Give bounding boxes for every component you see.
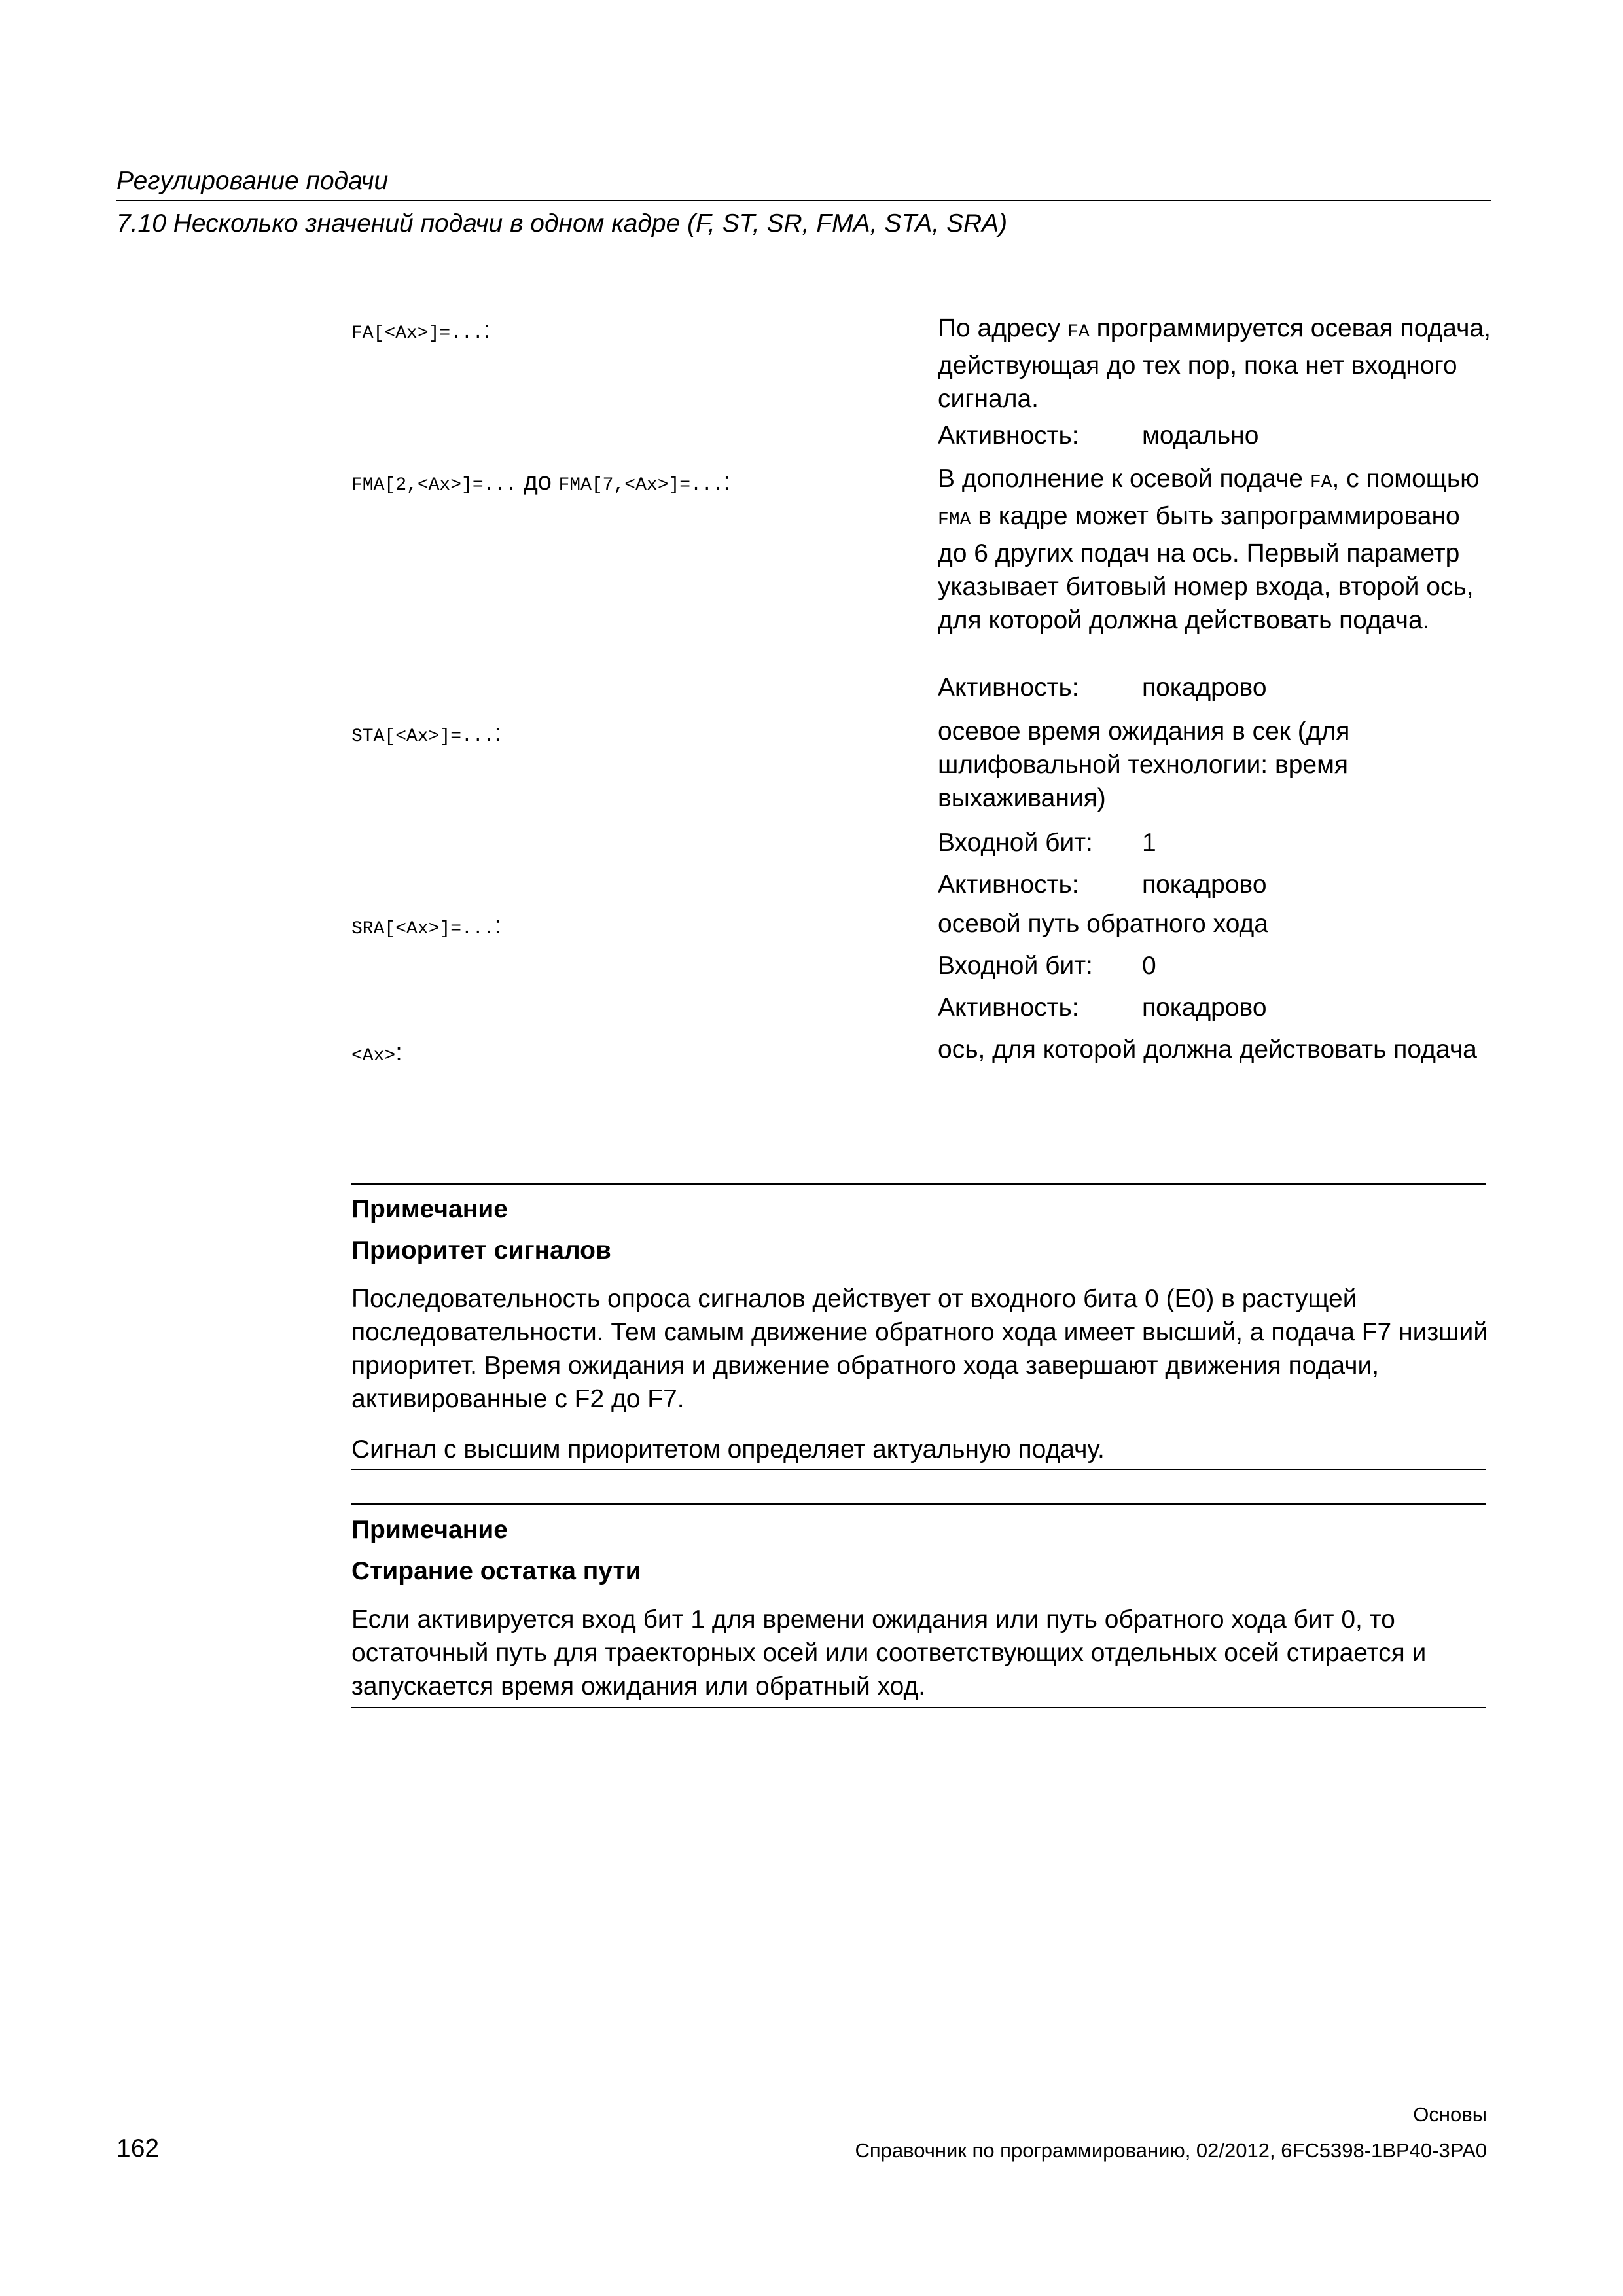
definition-desc-fma bbox=[938, 462, 1494, 637]
term-separator: : bbox=[483, 316, 491, 344]
definition-attr-row bbox=[938, 949, 1156, 982]
header-divider bbox=[116, 200, 1491, 201]
attr-value: 0 bbox=[1142, 952, 1156, 980]
term-code: FMA[2,<Ax>]=... bbox=[351, 475, 517, 495]
note-bottom-rule bbox=[351, 1707, 1486, 1708]
attr-key: Входной бит: bbox=[938, 952, 1093, 980]
desc-code: FA bbox=[1067, 322, 1090, 342]
definition-attr-row bbox=[938, 419, 1258, 452]
desc-text: В дополнение к осевой подаче bbox=[938, 465, 1310, 493]
definition-desc-sta: осевое время ожидания в сек (для шлифовальной технологии: время выхаживания) bbox=[938, 717, 1350, 812]
desc-text: По адресу bbox=[938, 314, 1068, 342]
note-heading: Приоритет сигналов bbox=[351, 1236, 611, 1265]
definition-desc-sra: осевой путь обратного хода bbox=[938, 910, 1268, 938]
attr-key: Активность: bbox=[938, 994, 1079, 1022]
definition-desc-fa bbox=[938, 312, 1494, 416]
term-code: SRA[<Ax>]=... bbox=[351, 919, 495, 939]
term-code: <Ax> bbox=[351, 1046, 396, 1066]
definition-attr-row bbox=[938, 868, 1267, 901]
note-paragraph: Сигнал с высшим приоритетом определяет актуальную подачу. bbox=[351, 1435, 1105, 1463]
attr-key: Активность: bbox=[938, 870, 1079, 899]
note-label: Примечание bbox=[351, 1516, 508, 1544]
desc-text: , с помощью bbox=[1332, 465, 1480, 493]
definition-attr-row bbox=[938, 991, 1267, 1024]
definition-term-ax bbox=[351, 1039, 402, 1069]
note-top-rule bbox=[351, 1183, 1486, 1185]
note-paragraph: Если активируется вход бит 1 для времени ожидания или путь обратного хода бит 0, то остаточный путь для траекторных осей или соответствующих отдельных осей стирается и запускается время ожидания или обратный ход. bbox=[351, 1605, 1427, 1700]
attr-value: покадрово bbox=[1142, 994, 1267, 1022]
attr-value: покадрово bbox=[1142, 870, 1267, 899]
term-code: STA[<Ax>]=... bbox=[351, 726, 495, 747]
note-paragraph: Последовательность опроса сигналов действует от входного бита 0 (E0) в растущей последовательности. Тем самым движение обратного хода имеет высший, а подача F7 низший приоритет. Время ожидания и движение обратного хода завершают движения подачи, активированные с F2 до F7. bbox=[351, 1285, 1488, 1413]
definition-term-sra bbox=[351, 912, 501, 942]
attr-key: Активность: bbox=[938, 673, 1079, 702]
attr-key: Активность: bbox=[938, 422, 1079, 450]
attr-key: Входной бит: bbox=[938, 829, 1093, 857]
definition-term-fma bbox=[351, 469, 730, 499]
term-separator: : bbox=[494, 719, 501, 747]
definition-term-sta bbox=[351, 720, 501, 750]
section-title: 7.10 Несколько значений подачи в одном кадре (F, ST, SR, FMA, STA, SRA) bbox=[116, 209, 1008, 238]
footer-book-title: Основы bbox=[1413, 2103, 1487, 2126]
definition-desc-ax: ось, для которой должна действовать подача bbox=[938, 1035, 1477, 1064]
footer-reference: Справочник по программированию, 02/2012, 6FC5398-1BP40-3PA0 bbox=[855, 2139, 1487, 2162]
desc-text: программируется осевая подача, действующая до тех пор, пока нет входного сигнала. bbox=[938, 314, 1491, 413]
attr-value: 1 bbox=[1142, 829, 1156, 857]
definition-term-fa bbox=[351, 317, 490, 347]
desc-code: FMA bbox=[938, 510, 971, 530]
desc-code: FA bbox=[1310, 473, 1332, 493]
desc-text: в кадре может быть запрограммировано до 6 других подач на ось. Первый параметр указывает битовый номер входа, второй ось, для которой должна действовать подача. bbox=[938, 502, 1474, 634]
term-separator: : bbox=[494, 912, 501, 939]
page-number: 162 bbox=[116, 2134, 160, 2162]
attr-value: покадрово bbox=[1142, 673, 1267, 702]
term-code: FA[<Ax>]=... bbox=[351, 323, 484, 344]
note-label: Примечание bbox=[351, 1195, 508, 1223]
term-connector: до bbox=[516, 468, 559, 495]
note-bottom-rule bbox=[351, 1469, 1486, 1470]
definition-attr-row bbox=[938, 671, 1267, 704]
attr-value: модально bbox=[1142, 422, 1259, 450]
note-top-rule bbox=[351, 1503, 1486, 1505]
term-code: FMA[7,<Ax>]=... bbox=[558, 475, 724, 495]
note-heading: Стирание остатка пути bbox=[351, 1557, 641, 1585]
term-separator: : bbox=[723, 468, 731, 495]
chapter-title: Регулирование подачи bbox=[116, 167, 389, 195]
definition-attr-row bbox=[938, 826, 1156, 859]
term-separator: : bbox=[395, 1039, 402, 1066]
